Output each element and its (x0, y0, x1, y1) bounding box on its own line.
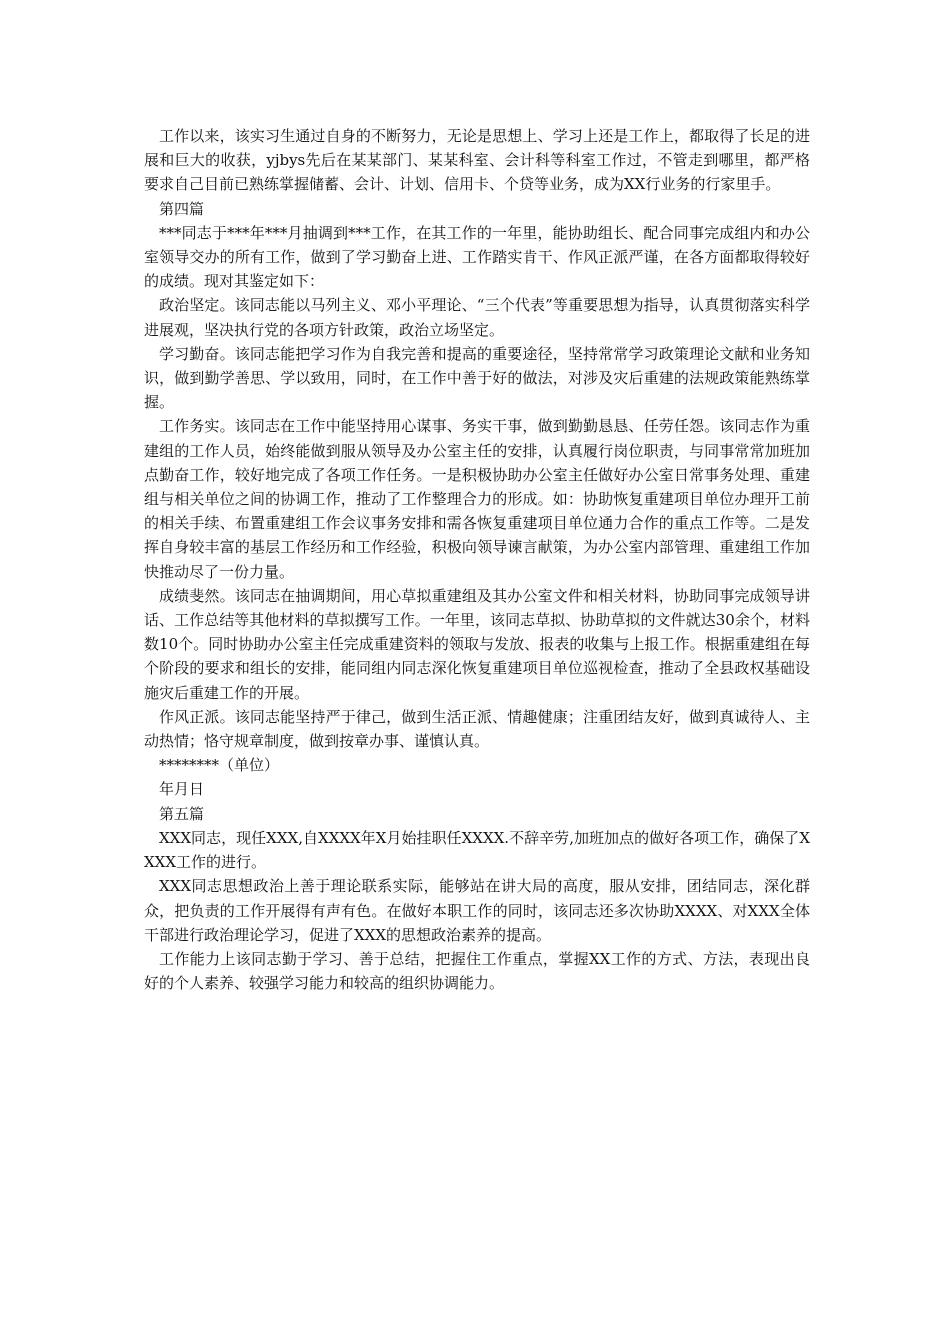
paragraph-appraisal-intro: ***同志于***年***月抽调到***工作，在其工作的一年里，能协助组长、配合同事完成组内和办公室领导交办的所有工作，做到了学习勤奋上进、工作踏实肯干、作风正派严谨，在各方面都取得较好的成绩。现对其鉴定如下： (144, 223, 810, 291)
paragraph-ideology: XXX同志思想政治上善于理论联系实际，能够站在讲大局的高度，服从安排，团结同志，深化群众，把负责的工作开展得有声有色。在做好本职工作的同时，该同志还多次协助XXXX、对XXX全体干部进行政治理论学习，促进了XXX的思想政治素养的提高。 (144, 877, 810, 944)
paragraph-conduct: 作风正派。该同志能坚持严于律己，做到生活正派、情趣健康；注重团结友好，做到真诚待人、主动热情；恪守规章制度，做到按章办事、谨慎认真。 (144, 707, 810, 751)
paragraph-intro: 工作以来，该实习生通过自身的不断努力，无论是思想上、学习上还是工作上，都取得了长足的进展和巨大的收获，yjbys先后在某某部门、某某科室、会计科等科室工作过，不管走到哪里，都严格要求自己目前已熟练掌握储蓄、会计、计划、信用卡、个贷等业务，成为XX行业务的行家里手。 (144, 127, 810, 194)
paragraph-work: 工作务实。该同志在工作中能坚持用心谋事、务实干事，做到勤勤恳恳、任劳任怨。该同志作为重建组的工作人员，始终能做到服从领导及办公室主任的安排，认真履行岗位职责，与同事常常加班加点勤奋工作，较好地完成了各项工作任务。一是积极协助办公室主任做好办公室日常事务处理、重建组与相关单位之间的协调工作，推动了工作整理合力的形成。如：协助恢复重建项目单位办理开工前的相关手续、布置重建组工作会议事务安排和需各恢复重建项目单位通力合作的重点工作等。二是发挥自身较丰富的基层工作经历和工作经验，积极向领导谏言献策，为办公室内部管理、重建组工作加快推动尽了一份力量。 (144, 417, 810, 581)
signature-date: 年月日 (159, 780, 205, 799)
section-heading-5: 第五篇 (159, 804, 205, 823)
paragraph-position: XXX同志，现任XXX,自XXXX年X月始挂职任XXXX.不辞辛劳,加班加点的做好各项工作，确保了XXXX工作的进行。 (144, 828, 810, 872)
document-body (144, 124, 810, 995)
paragraph-achievement: 成绩斐然。该同志在抽调期间，用心草拟重建组及其办公室文件和相关材料，协助同事完成领导讲话、工作总结等其他材料的草拟撰写工作。一年里，该同志草拟、协助草拟的文件就达30余个，材料数10个。同时协助办公室主任完成重建资料的领取与发放、报表的收集与上报工作。根据重建组在每个阶段的要求和组长的安排，能同组内同志深化恢复重建项目单位巡视检查，推动了全县政权基础设施灾后重建工作的开展。 (144, 586, 810, 702)
paragraph-study: 学习勤奋。该同志能把学习作为自我完善和提高的重要途径，坚持常常学习政策理论文献和业务知识，做到勤学善思、学以致用，同时，在工作中善于好的做法，对涉及灾后重建的法规政策能熟练掌握。 (144, 344, 810, 412)
section-heading-4: 第四篇 (159, 199, 205, 218)
paragraph-political: 政治坚定。该同志能以马列主义、邓小平理论、“三个代表”等重要思想为指导，认真贯彻落实科学进展观，坚决执行党的各项方针政策，政治立场坚定。 (144, 296, 810, 339)
signature-unit: ********（单位） (159, 756, 280, 775)
paragraph-ability: 工作能力上该同志勤于学习、善于总结，把握住工作重点，掌握XX工作的方式、方法，表现出良好的个人素养、较强学习能力和较高的组织协调能力。 (144, 949, 810, 993)
